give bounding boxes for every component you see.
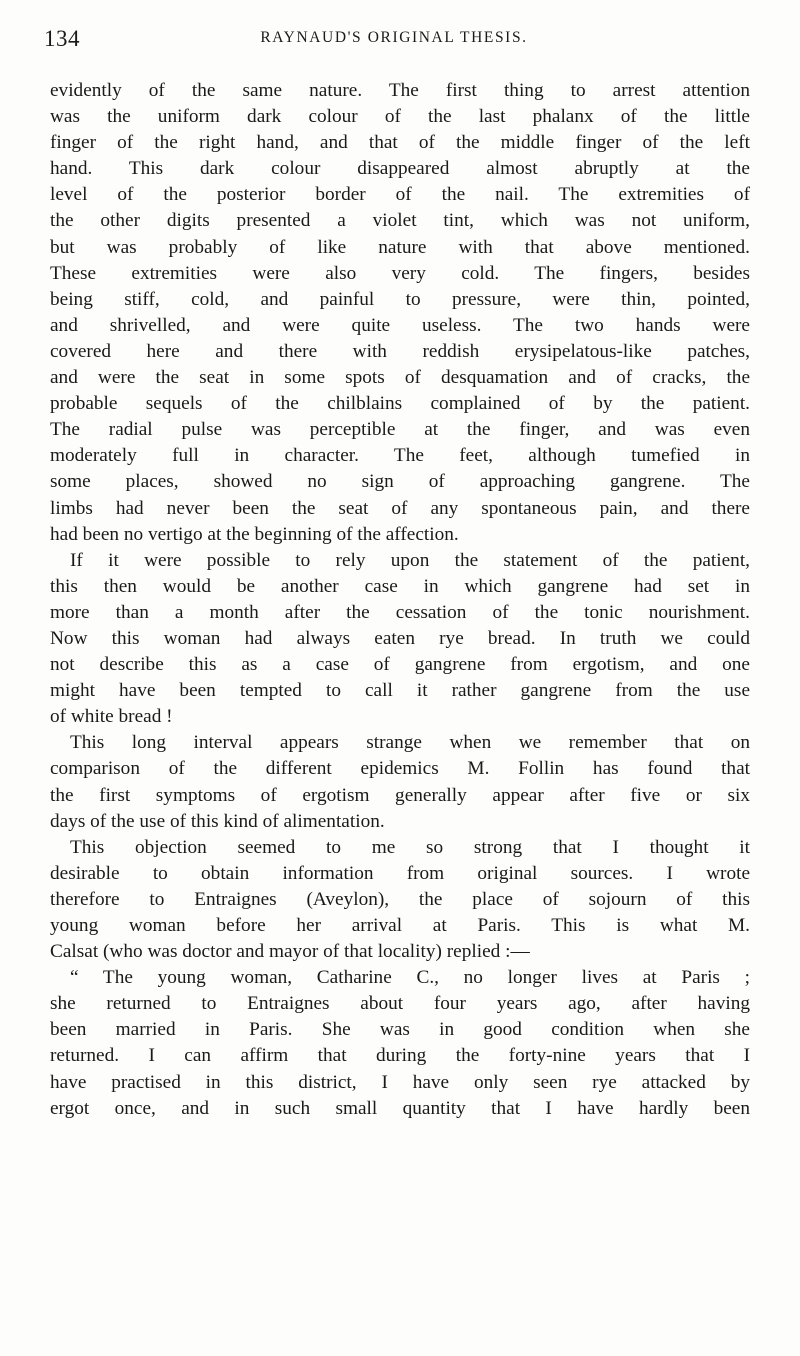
text-line: have practised in this district, I have only seen rye attacked by xyxy=(50,1071,750,1093)
body-text xyxy=(50,78,750,1122)
text-line: the other digits presented a violet tint, which was not uniform, xyxy=(50,210,750,232)
text-line: she returned to Entraignes about four years ago, after having xyxy=(50,993,750,1015)
text-line: of white bread ! xyxy=(50,706,173,728)
page-number: 134 xyxy=(44,26,80,51)
paragraph xyxy=(50,78,750,548)
text-line: limbs had never been the seat of any spontaneous pain, and there xyxy=(50,497,750,519)
running-title: RAYNAUD'S ORIGINAL THESIS. xyxy=(260,29,528,46)
text-line: and were the seat in some spots of desquamation and of cracks, the xyxy=(50,367,750,389)
text-line: had been no vertigo at the beginning of the affection. xyxy=(50,523,459,545)
text-line: evidently of the same nature. The first thing to arrest attention xyxy=(50,80,750,101)
text-line: more than a month after the cessation of the tonic nourishment. xyxy=(50,601,750,623)
text-line: been married in Paris. She was in good condition when she xyxy=(50,1019,750,1041)
text-line: The radial pulse was perceptible at the finger, and was even xyxy=(50,419,750,441)
text-line: This long interval appears strange when we remember that on xyxy=(70,732,750,754)
text-line: moderately full in character. The feet, although tumefied in xyxy=(50,445,750,467)
text-line: Calsat (who was doctor and mayor of that locality) replied :— xyxy=(50,941,530,963)
text-line: young woman before her arrival at Paris. This is what M. xyxy=(50,915,750,936)
paragraph xyxy=(50,548,750,731)
text-line: finger of the right hand, and that of the middle finger of the left xyxy=(50,132,750,154)
text-line: returned. I can affirm that during the forty-nine years that I xyxy=(50,1045,750,1067)
text-line: not describe this as a case of gangrene from ergotism, and one xyxy=(50,654,750,676)
text-line: These extremities were also very cold. The fingers, besides xyxy=(50,262,750,284)
text-line: “ The young woman, Catharine C., no longer lives at Paris ; xyxy=(70,967,750,989)
text-line: the first symptoms of ergotism generally appear after five or six xyxy=(50,784,750,806)
text-line: hand. This dark colour disappeared almost abruptly at the xyxy=(50,158,750,180)
text-line: this then would be another case in which gangrene had set in xyxy=(50,575,750,597)
text-line: covered here and there with reddish erysipelatous-like patches, xyxy=(50,340,750,362)
text-line: probable sequels of the chilblains complained of by the patient. xyxy=(50,393,750,415)
text-line: was the uniform dark colour of the last phalanx of the little xyxy=(50,106,750,128)
text-line: days of the use of this kind of alimentation. xyxy=(50,810,385,832)
text-line: comparison of the different epidemics M. Follin has found that xyxy=(50,758,750,780)
paragraph xyxy=(50,730,750,834)
text-line: but was probably of like nature with that above mentioned. xyxy=(50,236,750,258)
text-line: If it were possible to rely upon the statement of the patient, xyxy=(70,549,750,571)
text-line: being stiff, cold, and painful to pressure, were thin, pointed, xyxy=(50,288,750,310)
text-line: might have been tempted to call it rather gangrene from the use xyxy=(50,680,750,702)
text-line: some places, showed no sign of approaching gangrene. The xyxy=(50,471,750,493)
text-line: and shrivelled, and were quite useless. The two hands were xyxy=(50,314,750,336)
text-line: This objection seemed to me so strong that I thought it xyxy=(70,836,750,858)
text-line: level of the posterior border of the nail. The extremities of xyxy=(50,184,750,206)
running-head xyxy=(44,26,744,58)
text-line: ergot once, and in such small quantity that I have hardly been xyxy=(50,1097,750,1119)
text-line: Now this woman had always eaten rye bread. In truth we could xyxy=(50,627,750,649)
text-line: therefore to Entraignes (Aveylon), the place of sojourn of this xyxy=(50,888,750,910)
paragraph xyxy=(50,835,750,965)
text-line: desirable to obtain information from original sources. I wrote xyxy=(50,862,750,884)
paragraph xyxy=(50,965,750,1122)
